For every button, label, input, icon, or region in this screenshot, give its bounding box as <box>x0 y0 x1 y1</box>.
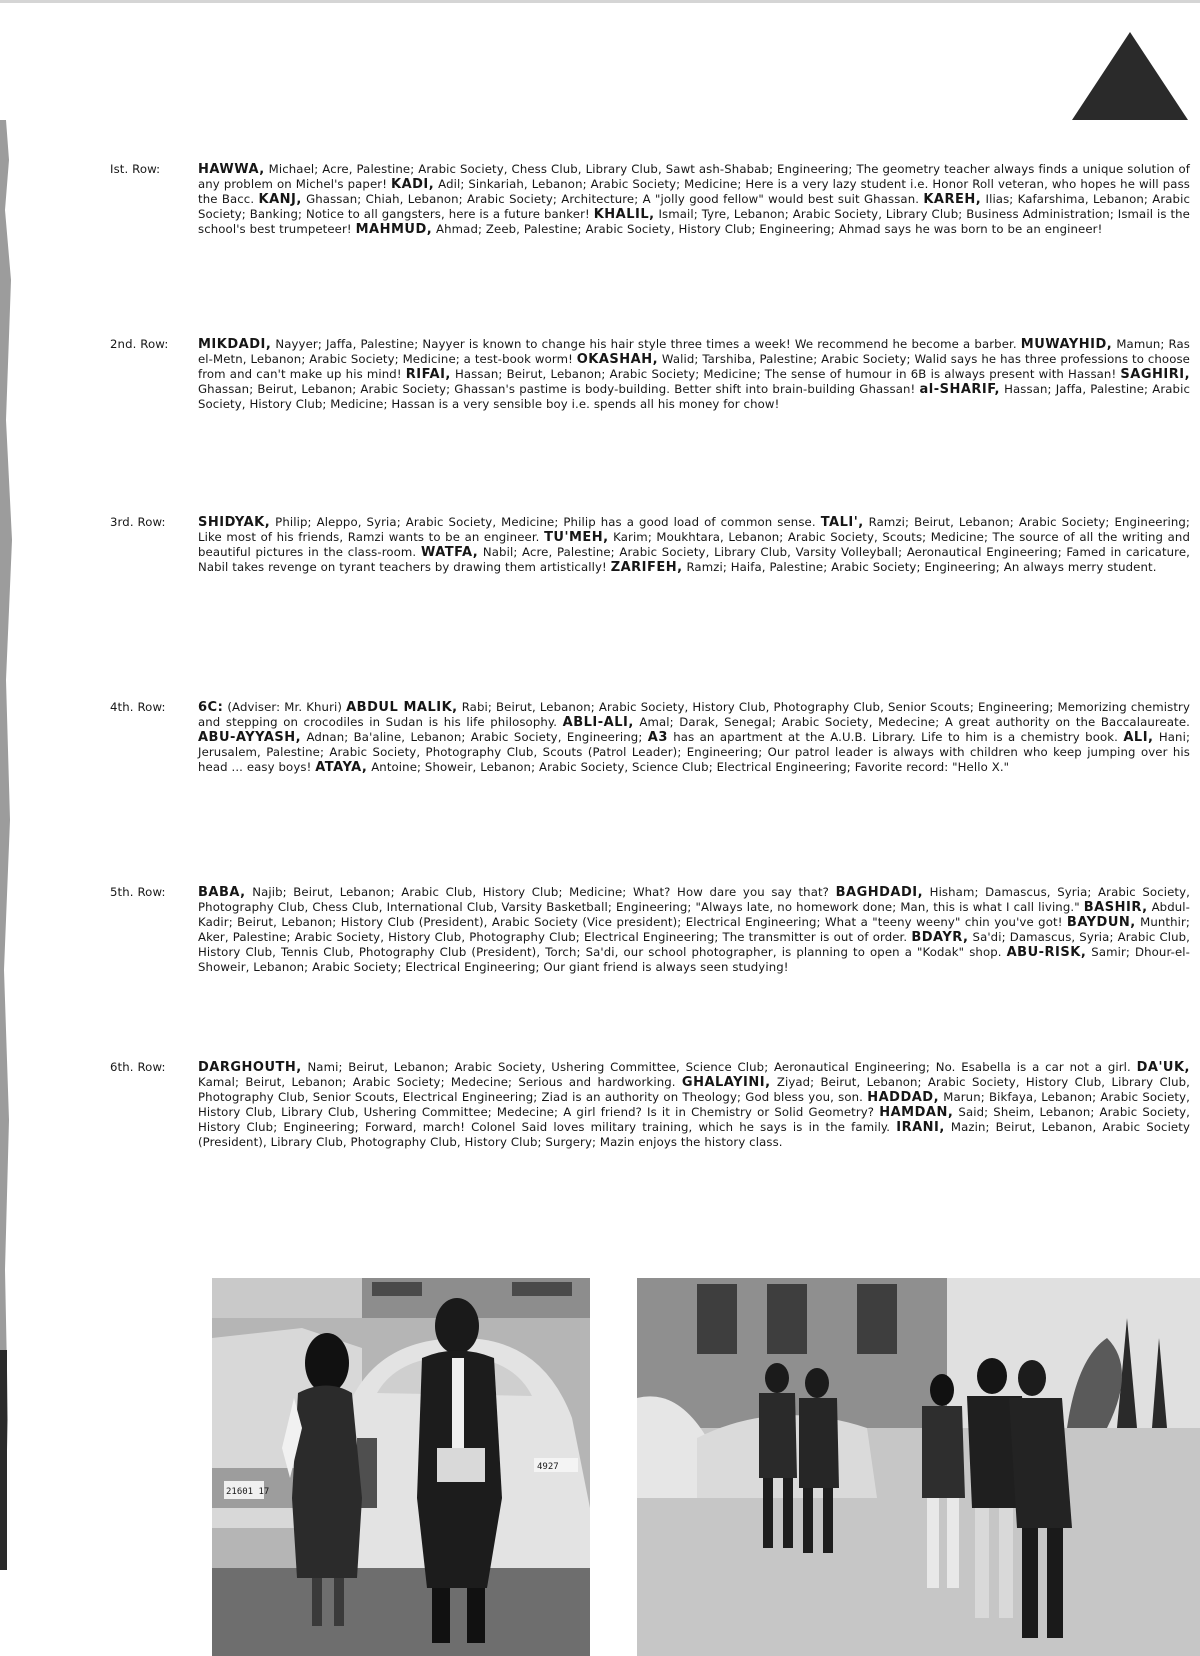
row-6-text <box>198 1060 1190 1150</box>
license-plate: 21601 17 <box>226 1487 270 1497</box>
student-details: Ramzi; Haifa, Palestine; Arabic Society; Engineering; An always merry student. <box>682 560 1157 574</box>
row-1-label: Ist. Row: <box>110 162 161 176</box>
student-details: Nayyer; Jaffa, Palestine; Nayyer is known to change his hair style three times a week! We recommend he become a barber. <box>271 337 1021 351</box>
student-name: ABLI-ALI, <box>562 715 634 730</box>
student-details: Hisham; Damascus, Syria; Arabic Society, Photography Club, Chess Club, International Club, Varsity Basketball; Engineering; "Always late, no homework done; Man, this is what I call living." <box>198 885 1191 914</box>
student-details: Adnan; Ba'aline, Lebanon; Arabic Society, Engineering; <box>301 730 648 744</box>
row-2-text <box>198 337 1190 412</box>
student-details: Mazin; Beirut, Lebanon, Arabic Society (President), Library Club, Photography Club, History Club; Surgery; Mazin enjoys the history class. <box>198 1120 1190 1149</box>
license-plate: 4927 <box>537 1462 559 1472</box>
row-4-label: 4th. Row: <box>110 700 166 714</box>
student-details: Najib; Beirut, Lebanon; Arabic Club, History Club; Medicine; What? How dare you say that? <box>245 885 836 899</box>
row-5-caption <box>110 885 1190 975</box>
student-details: Kamal; Beirut, Lebanon; Arabic Society; Medecine; Serious and hardworking. <box>198 1075 682 1089</box>
student-details: Rabi; Beirut, Lebanon; Arabic Society, History Club, Photography Club, Senior Scouts; Engineering; Memorizing chemistry and stepping on crocodiles in Sudan is his life philosophy. <box>198 700 1190 729</box>
row-5-text <box>198 885 1190 975</box>
student-name: HAMDAN, <box>879 1105 954 1120</box>
photo-drawing <box>637 1278 1200 1656</box>
student-name: ABU-RISK, <box>1006 945 1087 960</box>
student-name: SAGHIRI, <box>1120 367 1191 382</box>
student-name: BABA, <box>198 885 246 900</box>
row-6-caption <box>110 1060 1190 1150</box>
student-name: ABU-AYYASH, <box>198 730 302 745</box>
student-nickname: A3 <box>647 730 668 745</box>
row-4-text <box>198 700 1190 775</box>
student-name: WATFA, <box>420 545 479 560</box>
row-3-caption <box>110 515 1190 575</box>
student-name: IRANI, <box>896 1120 945 1135</box>
student-name: HAWWA, <box>198 162 265 177</box>
student-details: Mamun; Ras el-Metn, Lebanon; Arabic Society; Medicine; a test-book worm! <box>198 337 1191 366</box>
student-details: Hassan; Beirut, Lebanon; Arabic Society; Medicine; The sense of humour in 6B is always present with Hassan! <box>450 367 1121 381</box>
student-name: MIKDADI, <box>198 337 272 352</box>
student-details: Said; Sheim, Lebanon; Arabic Society, History Club; Engineering; Forward, march! Colonel Said loves military training, which he says is in the family. <box>198 1105 1191 1134</box>
student-details: Abdul-Kadir; Beirut, Lebanon; History Club (President), Arabic Society (Vice president); Electrical Engineering; What a "teeny weeny" chin you've got! <box>198 900 1190 929</box>
student-name: al-SHARIF, <box>919 382 1000 397</box>
top-rule <box>0 0 1200 3</box>
row-2-label: 2nd. Row: <box>110 337 169 351</box>
student-name: RIFAI, <box>405 367 451 382</box>
student-name: BAGHDADI, <box>835 885 924 900</box>
student-name: GHALAYINI, <box>681 1075 771 1090</box>
student-details: Marun; Bikfaya, Lebanon; Arabic Society, History Club, Library Club, Ushering Committee; Medecine; A girl friend? Is it in Chemistry or Solid Geometry? <box>198 1090 1190 1119</box>
student-details: Antoine; Showeir, Lebanon; Arabic Society, Science Club; Electrical Engineering; Favorite record: "Hello X." <box>367 760 1010 774</box>
student-details: Hani; Jerusalem, Palestine; Arabic Society, Photography Club, Scouts (Patrol Leader); Engineering; Our patrol leader is always with children who keep jumping over his head ... easy boys! <box>198 730 1190 774</box>
student-name: ALI, <box>1123 730 1154 745</box>
student-name: KADI, <box>391 177 435 192</box>
student-details: Michael; Acre, Palestine; Arabic Society, Chess Club, Library Club, Sawt ash-Shabab; Engineering; The geometry teacher always finds a unique solution of any problem on Michel's paper! <box>198 162 1190 191</box>
student-name: ZARIFEH, <box>610 560 683 575</box>
student-name: BASHIR, <box>1083 900 1148 915</box>
row-4-caption <box>110 700 1190 775</box>
student-details: Hassan; Jaffa, Palestine; Arabic Society, History Club; Medicine; Hassan is a very sensible boy i.e. spends all his money for chow! <box>198 382 1190 411</box>
student-details: Ilias; Kafarshima, Lebanon; Arabic Society; Banking; Notice to all gangsters, here is a future banker! <box>198 192 1190 221</box>
student-name: TALI', <box>820 515 864 530</box>
student-details: Nabil; Acre, Palestine; Arabic Society, Library Club, Varsity Volleyball; Aeronautical Engineering; Famed in caricature, Nabil takes revenge on tyrant teachers by drawing them artistically! <box>198 545 1190 574</box>
student-details: has an apartment at the A.U.B. Library. Life to him is a chemistry book. <box>667 730 1124 744</box>
row-3-label: 3rd. Row: <box>110 515 166 529</box>
student-name: MAHMUD, <box>355 222 433 237</box>
corner-triangle-mark <box>1070 30 1190 122</box>
student-name: MUWAYHID, <box>1020 337 1113 352</box>
student-name: KAREH, <box>923 192 982 207</box>
student-name: BAYDUN, <box>1066 915 1136 930</box>
class-name: 6C: <box>198 700 224 715</box>
student-details: Ghassan; Chiah, Lebanon; Arabic Society; Architecture; A "jolly good fellow" would best suit Ghassan. <box>301 192 924 206</box>
student-details: Munthir; Aker, Palestine; Arabic Society, History Club, Photography Club; Electrical Engineering; The transmitter is out of order. <box>198 915 1190 944</box>
student-details: Samir; Dhour-el-Showeir, Lebanon; Arabic Society; Electrical Engineering; Our giant friend is always seen studying! <box>198 945 1190 974</box>
photo-drawing <box>212 1278 590 1656</box>
student-name: ATAYA, <box>315 760 368 775</box>
photo-courtyard-students <box>637 1278 1200 1656</box>
student-name: KHALIL, <box>593 207 655 222</box>
row-5-label: 5th. Row: <box>110 885 166 899</box>
student-name: HADDAD, <box>867 1090 940 1105</box>
student-name: DARGHOUTH, <box>198 1060 302 1075</box>
row-2-caption <box>110 337 1190 412</box>
student-name: DA'UK, <box>1136 1060 1190 1075</box>
student-name: KANJ, <box>258 192 302 207</box>
student-details: Ziyad; Beirut, Lebanon; Arabic Society, History Club, Library Club, Photography Club, Senior Scouts, Electrical Engineering; Ziad is an authority on Theology; God bless you, son. <box>198 1075 1190 1104</box>
student-details: Nami; Beirut, Lebanon; Arabic Society, Ushering Committee, Science Club; Aeronautical Engineering; No. Esabella is a car not a girl. <box>301 1060 1137 1074</box>
student-details: Ramzi; Beirut, Lebanon; Arabic Society; Engineering; Like most of his friends, Ramzi wants to be an engineer. <box>198 515 1190 544</box>
student-details: Walid; Tarshiba, Palestine; Arabic Society; Walid says he has three professions to choose from and can't make up his mind! <box>198 352 1190 381</box>
student-name: BDAYR, <box>911 930 969 945</box>
row-1-caption <box>110 162 1190 237</box>
student-name: ABDUL MALIK, <box>346 700 458 715</box>
photo-parking-lot-conversation <box>212 1278 590 1656</box>
student-details: Ahmad; Zeeb, Palestine; Arabic Society, History Club; Engineering; Ahmad says he was born to be an engineer! <box>432 222 1103 236</box>
class-adviser: (Adviser: Mr. Khuri) <box>223 700 347 714</box>
student-details: Amal; Darak, Senegal; Arabic Society, Medecine; A great authority on the Baccalaureate. <box>633 715 1190 729</box>
student-details: Sa'di; Damascus, Syria; Arabic Club, History Club, Tennis Club, Photography Club (President), Torch; Sa'di, our school photographer, is planning to open a "Kodak" shop. <box>198 930 1190 959</box>
student-name: OKASHAH, <box>576 352 659 367</box>
row-6-label: 6th. Row: <box>110 1060 166 1074</box>
row-1-text <box>198 162 1190 237</box>
row-3-text <box>198 515 1190 575</box>
student-name: TU'MEH, <box>544 530 609 545</box>
student-details: Philip; Aleppo, Syria; Arabic Society, Medicine; Philip has a good load of common sense. <box>270 515 821 529</box>
student-details: Karim; Moukhtara, Lebanon; Arabic Society, Scouts; Medicine; The source of all the writing and beautiful pictures in the class-room. <box>198 530 1190 559</box>
student-details: Adil; Sinkariah, Lebanon; Arabic Society; Medicine; Here is a very lazy student i.e. Honor Roll veteran, who hopes he will pass the Bacc. <box>198 177 1190 206</box>
student-details: Ghassan; Beirut, Lebanon; Arabic Society; Ghassan's pastime is body-building. Better shift into brain-building Ghassan! <box>198 382 920 396</box>
binding-edge <box>0 120 14 1570</box>
student-details: Ismail; Tyre, Lebanon; Arabic Society, Library Club; Business Administration; Ismail is the school's best trumpeteer! <box>198 207 1190 236</box>
student-name: SHIDYAK, <box>198 515 271 530</box>
